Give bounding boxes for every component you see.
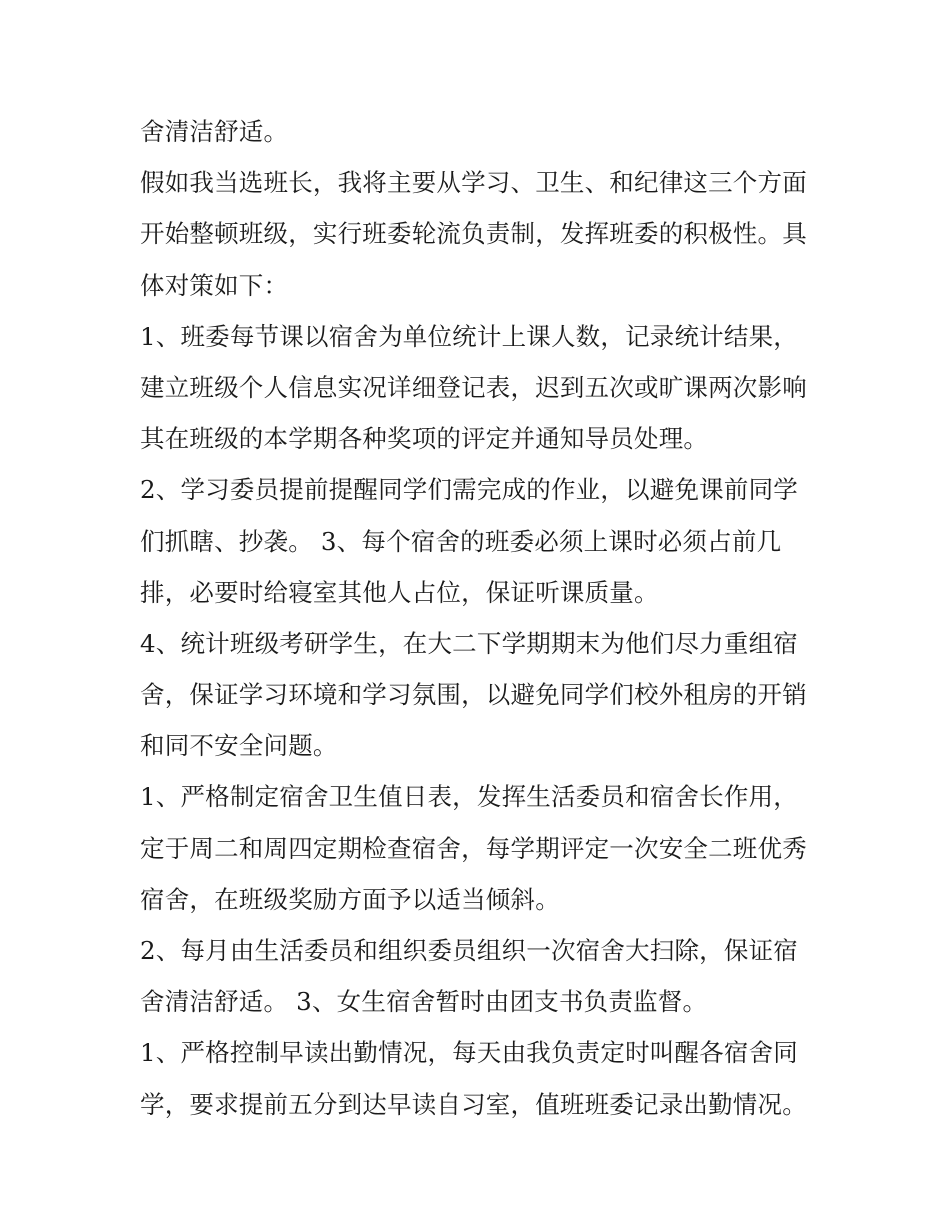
document-body bbox=[140, 106, 820, 1130]
text-line: 其在班级的本学期各种奖项的评定并通知导员处理。 bbox=[140, 424, 709, 454]
text-line: 定于周二和周四定期检查宿舍，每学期评定一次安全二班优秀 bbox=[140, 833, 807, 863]
text-line: 2、学习委员提前提醒同学们需完成的作业，以避免课前同学 bbox=[140, 475, 798, 505]
text-line: 宿舍，在班级奖励方面予以适当倾斜。 bbox=[140, 884, 560, 914]
text-line: 4、统计班级考研学生，在大二下学期期末为他们尽力重组宿 bbox=[140, 628, 798, 658]
text-line: 和同不安全问题。 bbox=[140, 731, 338, 761]
text-line: 学，要求提前五分到达早读自习室，值班班委记录出勤情况。 bbox=[140, 1089, 807, 1119]
text-line: 1、严格控制早读出勤情况，每天由我负责定时叫醒各宿舍同 bbox=[140, 1038, 798, 1068]
text-line: 舍，保证学习环境和学习氛围，以避免同学们校外租房的开销 bbox=[140, 680, 807, 710]
text-line: 假如我当选班长，我将主要从学习、卫生、和纪律这三个方面 bbox=[140, 168, 807, 198]
text-line: 舍清洁舒适。 3、女生宿舍暂时由团支书负责监督。 bbox=[140, 987, 708, 1017]
text-line: 们抓瞎、抄袭。 3、每个宿舍的班委必须上课时必须占前几 bbox=[140, 526, 782, 556]
text-line: 建立班级个人信息实况详细登记表，迟到五次或旷课两次影响 bbox=[140, 372, 807, 402]
text-line: 舍清洁舒适。 bbox=[140, 117, 289, 146]
text-line: 排，必要时给寝室其他人占位，保证听课质量。 bbox=[140, 577, 659, 607]
text-line: 2、每月由生活委员和组织委员组织一次宿舍大扫除，保证宿 bbox=[140, 936, 798, 965]
text-line: 体对策如下： bbox=[140, 270, 289, 300]
text-line: 开始整顿班级，实行班委轮流负责制，发挥班委的积极性。具 bbox=[140, 219, 807, 249]
text-line: 1、严格制定宿舍卫生值日表，发挥生活委员和宿舍长作用， bbox=[140, 782, 798, 812]
text-line: 1、班委每节课以宿舍为单位统计上课人数，记录统计结果， bbox=[140, 321, 798, 351]
